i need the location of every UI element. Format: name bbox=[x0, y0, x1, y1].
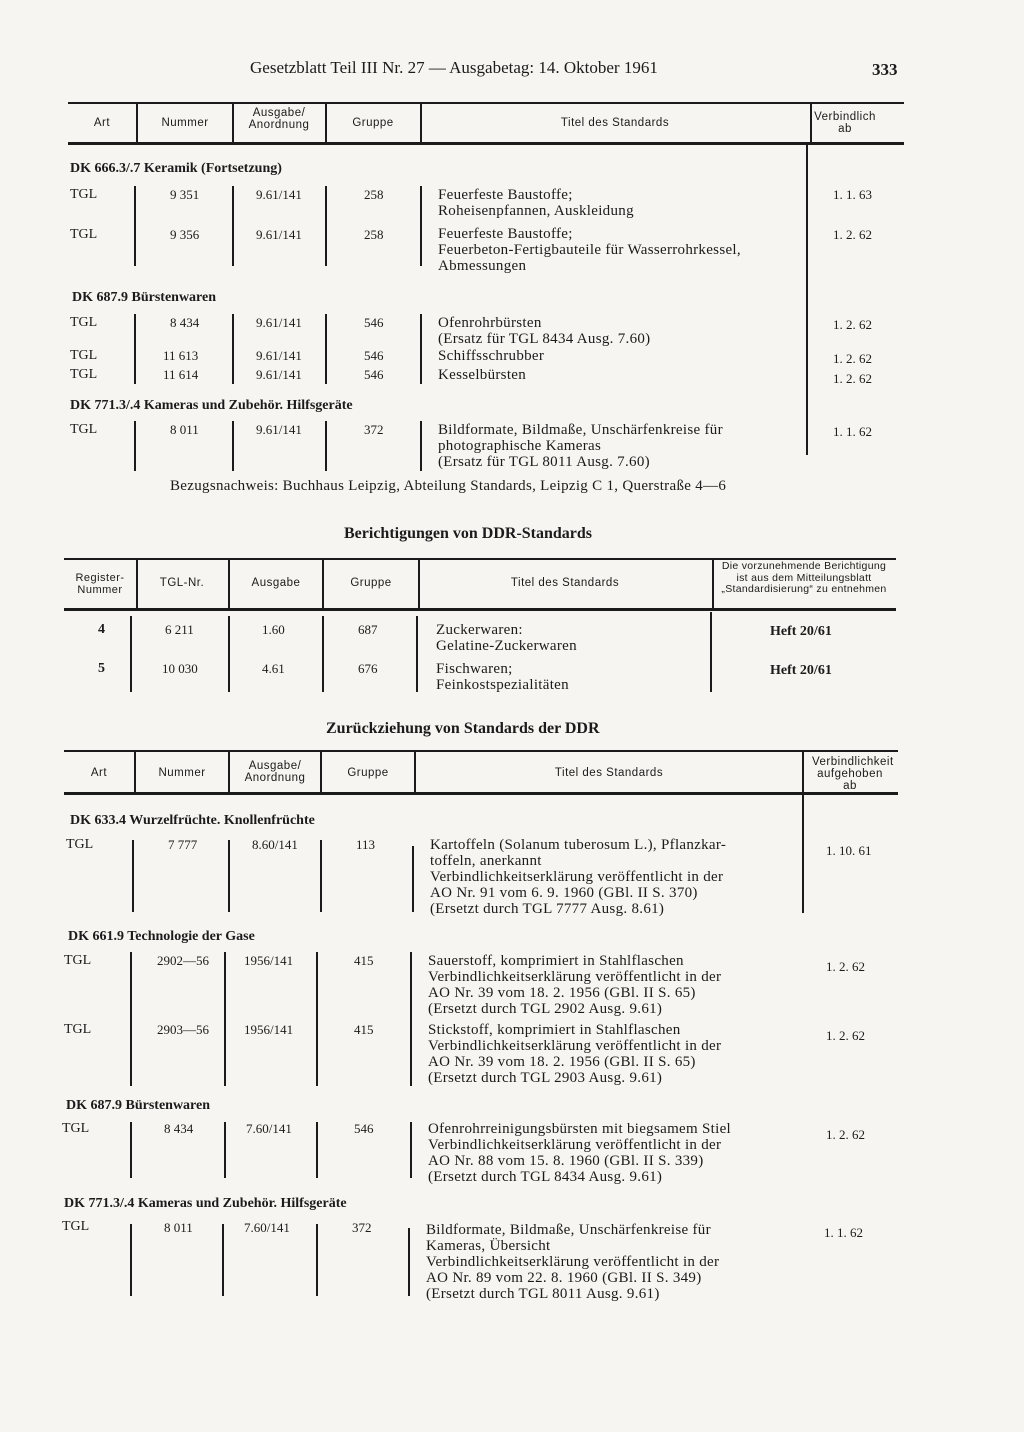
cell-register: 4 bbox=[98, 622, 105, 637]
divider bbox=[130, 952, 132, 1086]
cell-nummer: 11 613 bbox=[163, 348, 199, 363]
cell-art: TGL bbox=[64, 953, 92, 968]
cell-ausgabe: 7.60/141 bbox=[246, 1121, 292, 1136]
cell-ausgabe: 4.61 bbox=[262, 661, 285, 676]
cell-titel-line: AO Nr. 89 vom 22. 8. 1960 (GBl. II S. 349) bbox=[426, 1270, 702, 1286]
cell-verbindlich: 1. 2. 62 bbox=[833, 227, 872, 242]
cell-titel-line: (Ersatz für TGL 8011 Ausg. 7.60) bbox=[438, 454, 650, 470]
cell-nummer: 2903—56 bbox=[157, 1022, 209, 1037]
cell-nummer: 2902—56 bbox=[157, 953, 209, 968]
divider bbox=[130, 1224, 132, 1296]
cell-titel-line: AO Nr. 91 vom 6. 9. 1960 (GBl. II S. 370) bbox=[430, 885, 698, 901]
section-heading: DK 633.4 Wurzelfrüchte. Knollenfrüchte bbox=[70, 813, 315, 828]
column-header: Nummer bbox=[158, 767, 206, 779]
divider bbox=[410, 952, 412, 1086]
cell-art: TGL bbox=[70, 227, 98, 242]
column-header: Titel des Standards bbox=[510, 577, 620, 589]
cell-titel-line: Schiffsschrubber bbox=[438, 348, 545, 364]
cell-art: TGL bbox=[70, 367, 98, 382]
section-heading: DK 771.3/.4 Kameras und Zubehör. Hilfsgeräte bbox=[64, 1196, 347, 1211]
divider bbox=[325, 314, 327, 384]
cell-art: TGL bbox=[70, 187, 98, 202]
cell-titel-line: Gelatine-Zuckerwaren bbox=[436, 638, 577, 654]
cell-tgl: 10 030 bbox=[162, 661, 198, 676]
divider bbox=[232, 314, 234, 384]
column-header: Ausgabe/ Anordnung bbox=[244, 760, 306, 784]
cell-gruppe: 676 bbox=[358, 661, 378, 676]
cell-art: TGL bbox=[62, 1219, 90, 1234]
divider bbox=[232, 186, 234, 266]
column-header: Gruppe bbox=[352, 117, 394, 129]
rule bbox=[64, 608, 896, 611]
divider bbox=[316, 1122, 318, 1178]
divider bbox=[410, 1122, 412, 1178]
cell-titel-line: Feuerbeton-Fertigbauteile für Wasserrohrkessel, bbox=[438, 242, 741, 258]
cell-register: 5 bbox=[98, 661, 105, 676]
page-number: 333 bbox=[872, 60, 898, 79]
cell-aufgehoben: 1. 1. 62 bbox=[824, 1225, 863, 1240]
cell-ausgabe: 9.61/141 bbox=[256, 315, 302, 330]
divider bbox=[412, 846, 414, 912]
divider bbox=[810, 104, 812, 142]
cell-titel-line: Roheisenpfannen, Auskleidung bbox=[438, 203, 634, 219]
section-title: Zurückziehung von Standards der DDR bbox=[326, 720, 600, 737]
cell-titel-line: Feinkostspezialitäten bbox=[436, 677, 569, 693]
cell-titel-line: Stickstoff, komprimiert in Stahlflaschen bbox=[428, 1022, 681, 1038]
cell-titel-line: Feuerfeste Baustoffe; bbox=[438, 226, 573, 242]
cell-art: TGL bbox=[70, 348, 98, 363]
cell-nummer: 7 777 bbox=[168, 837, 198, 852]
cell-titel-line: Verbindlichkeitserklärung veröffentlicht in der bbox=[428, 1137, 722, 1153]
cell-gruppe: 415 bbox=[354, 1022, 374, 1037]
rule bbox=[68, 102, 904, 104]
cell-titel-line: (Ersetzt durch TGL 8011 Ausg. 9.61) bbox=[426, 1286, 660, 1302]
rule bbox=[64, 750, 898, 752]
column-header: Titel des Standards bbox=[560, 117, 670, 129]
cell-titel-line: (Ersetzt durch TGL 7777 Ausg. 8.61) bbox=[430, 901, 665, 917]
divider bbox=[134, 314, 136, 384]
cell-art: TGL bbox=[70, 315, 98, 330]
cell-ausgabe: 1956/141 bbox=[244, 953, 294, 968]
cell-ausgabe: 9.61/141 bbox=[256, 227, 302, 242]
cell-heft: Heft 20/61 bbox=[770, 624, 832, 639]
cell-gruppe: 258 bbox=[364, 227, 384, 242]
cell-titel-line: Feuerfeste Baustoffe; bbox=[438, 187, 573, 203]
divider bbox=[232, 421, 234, 471]
divider bbox=[134, 186, 136, 266]
cell-titel-line: Bildformate, Bildmaße, Unschärfenkreise für bbox=[438, 422, 723, 438]
cell-ausgabe: 9.61/141 bbox=[256, 348, 302, 363]
divider bbox=[420, 421, 422, 471]
cell-nummer: 9 351 bbox=[170, 187, 200, 202]
column-header: Nummer bbox=[161, 117, 209, 129]
divider bbox=[710, 612, 712, 692]
column-header: Ausgabe bbox=[251, 577, 301, 589]
cell-aufgehoben: 1. 10. 61 bbox=[826, 843, 872, 858]
divider bbox=[322, 616, 324, 692]
divider bbox=[316, 952, 318, 1086]
reference-note: Bezugsnachweis: Buchhaus Leipzig, Abteilung Standards, Leipzig C 1, Querstraße 4—6 bbox=[170, 478, 727, 494]
cell-titel-line: (Ersatz für TGL 8434 Ausg. 7.60) bbox=[438, 331, 651, 347]
divider bbox=[420, 186, 422, 266]
divider bbox=[325, 421, 327, 471]
cell-titel-line: toffeln, anerkannt bbox=[430, 853, 542, 869]
cell-art: TGL bbox=[64, 1022, 92, 1037]
column-header: TGL-Nr. bbox=[159, 577, 205, 589]
column-header: Die vorzunehmende Berichtigung ist aus dem Mitteilungsblatt „Standardisierung“ zu entnehmen bbox=[721, 560, 887, 595]
cell-nummer: 8 434 bbox=[164, 1121, 194, 1136]
cell-gruppe: 546 bbox=[364, 367, 384, 382]
cell-titel-line: Kesselbürsten bbox=[438, 367, 527, 383]
cell-nummer: 9 356 bbox=[170, 227, 200, 242]
column-header: Gruppe bbox=[350, 577, 392, 589]
cell-titel-line: (Ersetzt durch TGL 2902 Ausg. 9.61) bbox=[428, 1001, 663, 1017]
section-heading: DK 771.3/.4 Kameras und Zubehör. Hilfsgeräte bbox=[70, 398, 353, 413]
cell-titel-line: Fischwaren; bbox=[436, 661, 513, 677]
cell-verbindlich: 1. 2. 62 bbox=[833, 371, 872, 386]
cell-gruppe: 372 bbox=[364, 422, 384, 437]
divider bbox=[224, 1122, 226, 1178]
cell-titel-line: Verbindlichkeitserklärung veröffentlicht in der bbox=[426, 1254, 720, 1270]
cell-titel-line: (Ersetzt durch TGL 8434 Ausg. 9.61) bbox=[428, 1169, 663, 1185]
column-header: Gruppe bbox=[347, 767, 389, 779]
cell-titel-line: photographische Kameras bbox=[438, 438, 602, 454]
cell-gruppe: 546 bbox=[364, 348, 384, 363]
cell-gruppe: 258 bbox=[364, 187, 384, 202]
cell-aufgehoben: 1. 2. 62 bbox=[826, 959, 865, 974]
cell-gruppe: 372 bbox=[352, 1220, 372, 1235]
cell-ausgabe: 9.61/141 bbox=[256, 422, 302, 437]
section-heading: DK 687.9 Bürstenwaren bbox=[72, 290, 217, 305]
column-header: Verbindlichkeit aufgehoben ab bbox=[812, 756, 894, 792]
cell-titel-line: AO Nr. 88 vom 15. 8. 1960 (GBl. II S. 339) bbox=[428, 1153, 704, 1169]
cell-titel-line: Bildformate, Bildmaße, Unschärfenkreise für bbox=[426, 1222, 711, 1238]
cell-titel-line: Verbindlichkeitserklärung veröffentlicht in der bbox=[430, 869, 724, 885]
rule bbox=[68, 142, 904, 145]
cell-art: TGL bbox=[66, 837, 94, 852]
divider bbox=[416, 616, 418, 692]
cell-ausgabe: 7.60/141 bbox=[244, 1220, 290, 1235]
cell-titel-line: Ofenrohrreinigungsbürsten mit biegsamem Stiel bbox=[428, 1121, 732, 1137]
cell-nummer: 8 434 bbox=[170, 315, 200, 330]
section-heading: DK 687.9 Bürstenwaren bbox=[66, 1098, 211, 1113]
page-header-title: Gesetzblatt Teil III Nr. 27 — Ausgabetag: 14. Oktober 1961 bbox=[250, 58, 658, 77]
cell-titel-line: Zuckerwaren: bbox=[436, 622, 523, 638]
column-header: Register-Nummer bbox=[75, 572, 125, 596]
cell-ausgabe: 9.61/141 bbox=[256, 187, 302, 202]
divider bbox=[806, 145, 808, 455]
cell-titel-line: Verbindlichkeitserklärung veröffentlicht in der bbox=[428, 969, 722, 985]
cell-titel-line: Kameras, Übersicht bbox=[426, 1238, 551, 1254]
divider bbox=[130, 1122, 132, 1178]
cell-art: TGL bbox=[62, 1121, 90, 1136]
divider bbox=[316, 1224, 318, 1296]
cell-ausgabe: 1.60 bbox=[262, 622, 285, 637]
cell-verbindlich: 1. 1. 62 bbox=[833, 424, 872, 439]
divider bbox=[222, 1224, 224, 1296]
cell-titel-line: Sauerstoff, komprimiert in Stahlflaschen bbox=[428, 953, 684, 969]
cell-ausgabe: 8.60/141 bbox=[252, 837, 298, 852]
divider bbox=[408, 1228, 410, 1296]
divider bbox=[132, 840, 134, 912]
cell-heft: Heft 20/61 bbox=[770, 663, 832, 678]
cell-nummer: 8 011 bbox=[170, 422, 199, 437]
column-header: Ausgabe/ Anordnung bbox=[248, 107, 310, 131]
cell-ausgabe: 1956/141 bbox=[244, 1022, 294, 1037]
cell-ausgabe: 9.61/141 bbox=[256, 367, 302, 382]
cell-tgl: 6 211 bbox=[165, 622, 194, 637]
section-heading: DK 666.3/.7 Keramik (Fortsetzung) bbox=[70, 161, 282, 176]
divider bbox=[130, 616, 132, 692]
divider bbox=[224, 952, 226, 1086]
section-title: Berichtigungen von DDR-Standards bbox=[344, 525, 593, 542]
cell-titel-line: Kartoffeln (Solanum tuberosum L.), Pflanzkar- bbox=[430, 837, 727, 853]
cell-titel-line: Ofenrohrbürsten bbox=[438, 315, 542, 331]
column-header: Art bbox=[93, 117, 111, 129]
cell-gruppe: 546 bbox=[364, 315, 384, 330]
cell-aufgehoben: 1. 2. 62 bbox=[826, 1028, 865, 1043]
cell-verbindlich: 1. 2. 62 bbox=[833, 317, 872, 332]
section-heading: DK 661.9 Technologie der Gase bbox=[68, 929, 255, 944]
divider bbox=[228, 616, 230, 692]
divider bbox=[420, 314, 422, 384]
cell-nummer: 8 011 bbox=[164, 1220, 193, 1235]
column-header: Verbindlich ab bbox=[814, 111, 876, 135]
cell-titel-line: AO Nr. 39 vom 18. 2. 1956 (GBl. II S. 65) bbox=[428, 1054, 696, 1070]
cell-verbindlich: 1. 1. 63 bbox=[833, 187, 872, 202]
column-header: Titel des Standards bbox=[554, 767, 664, 779]
cell-gruppe: 113 bbox=[356, 837, 376, 852]
column-header: Art bbox=[90, 767, 108, 779]
divider bbox=[134, 421, 136, 471]
divider bbox=[325, 186, 327, 266]
cell-aufgehoben: 1. 2. 62 bbox=[826, 1127, 865, 1142]
cell-art: TGL bbox=[70, 422, 98, 437]
cell-titel-line: (Ersetzt durch TGL 2903 Ausg. 9.61) bbox=[428, 1070, 663, 1086]
cell-nummer: 11 614 bbox=[163, 367, 199, 382]
cell-titel-line: Verbindlichkeitserklärung veröffentlicht in der bbox=[428, 1038, 722, 1054]
rule bbox=[64, 792, 898, 795]
cell-gruppe: 415 bbox=[354, 953, 374, 968]
divider bbox=[802, 795, 804, 913]
cell-verbindlich: 1. 2. 62 bbox=[833, 351, 872, 366]
divider bbox=[712, 560, 714, 608]
cell-gruppe: 687 bbox=[358, 622, 378, 637]
divider bbox=[228, 840, 230, 912]
divider bbox=[802, 752, 804, 792]
divider bbox=[320, 840, 322, 912]
cell-titel-line: AO Nr. 39 vom 18. 2. 1956 (GBl. II S. 65) bbox=[428, 985, 696, 1001]
cell-gruppe: 546 bbox=[354, 1121, 374, 1136]
cell-titel-line: Abmessungen bbox=[438, 258, 527, 274]
